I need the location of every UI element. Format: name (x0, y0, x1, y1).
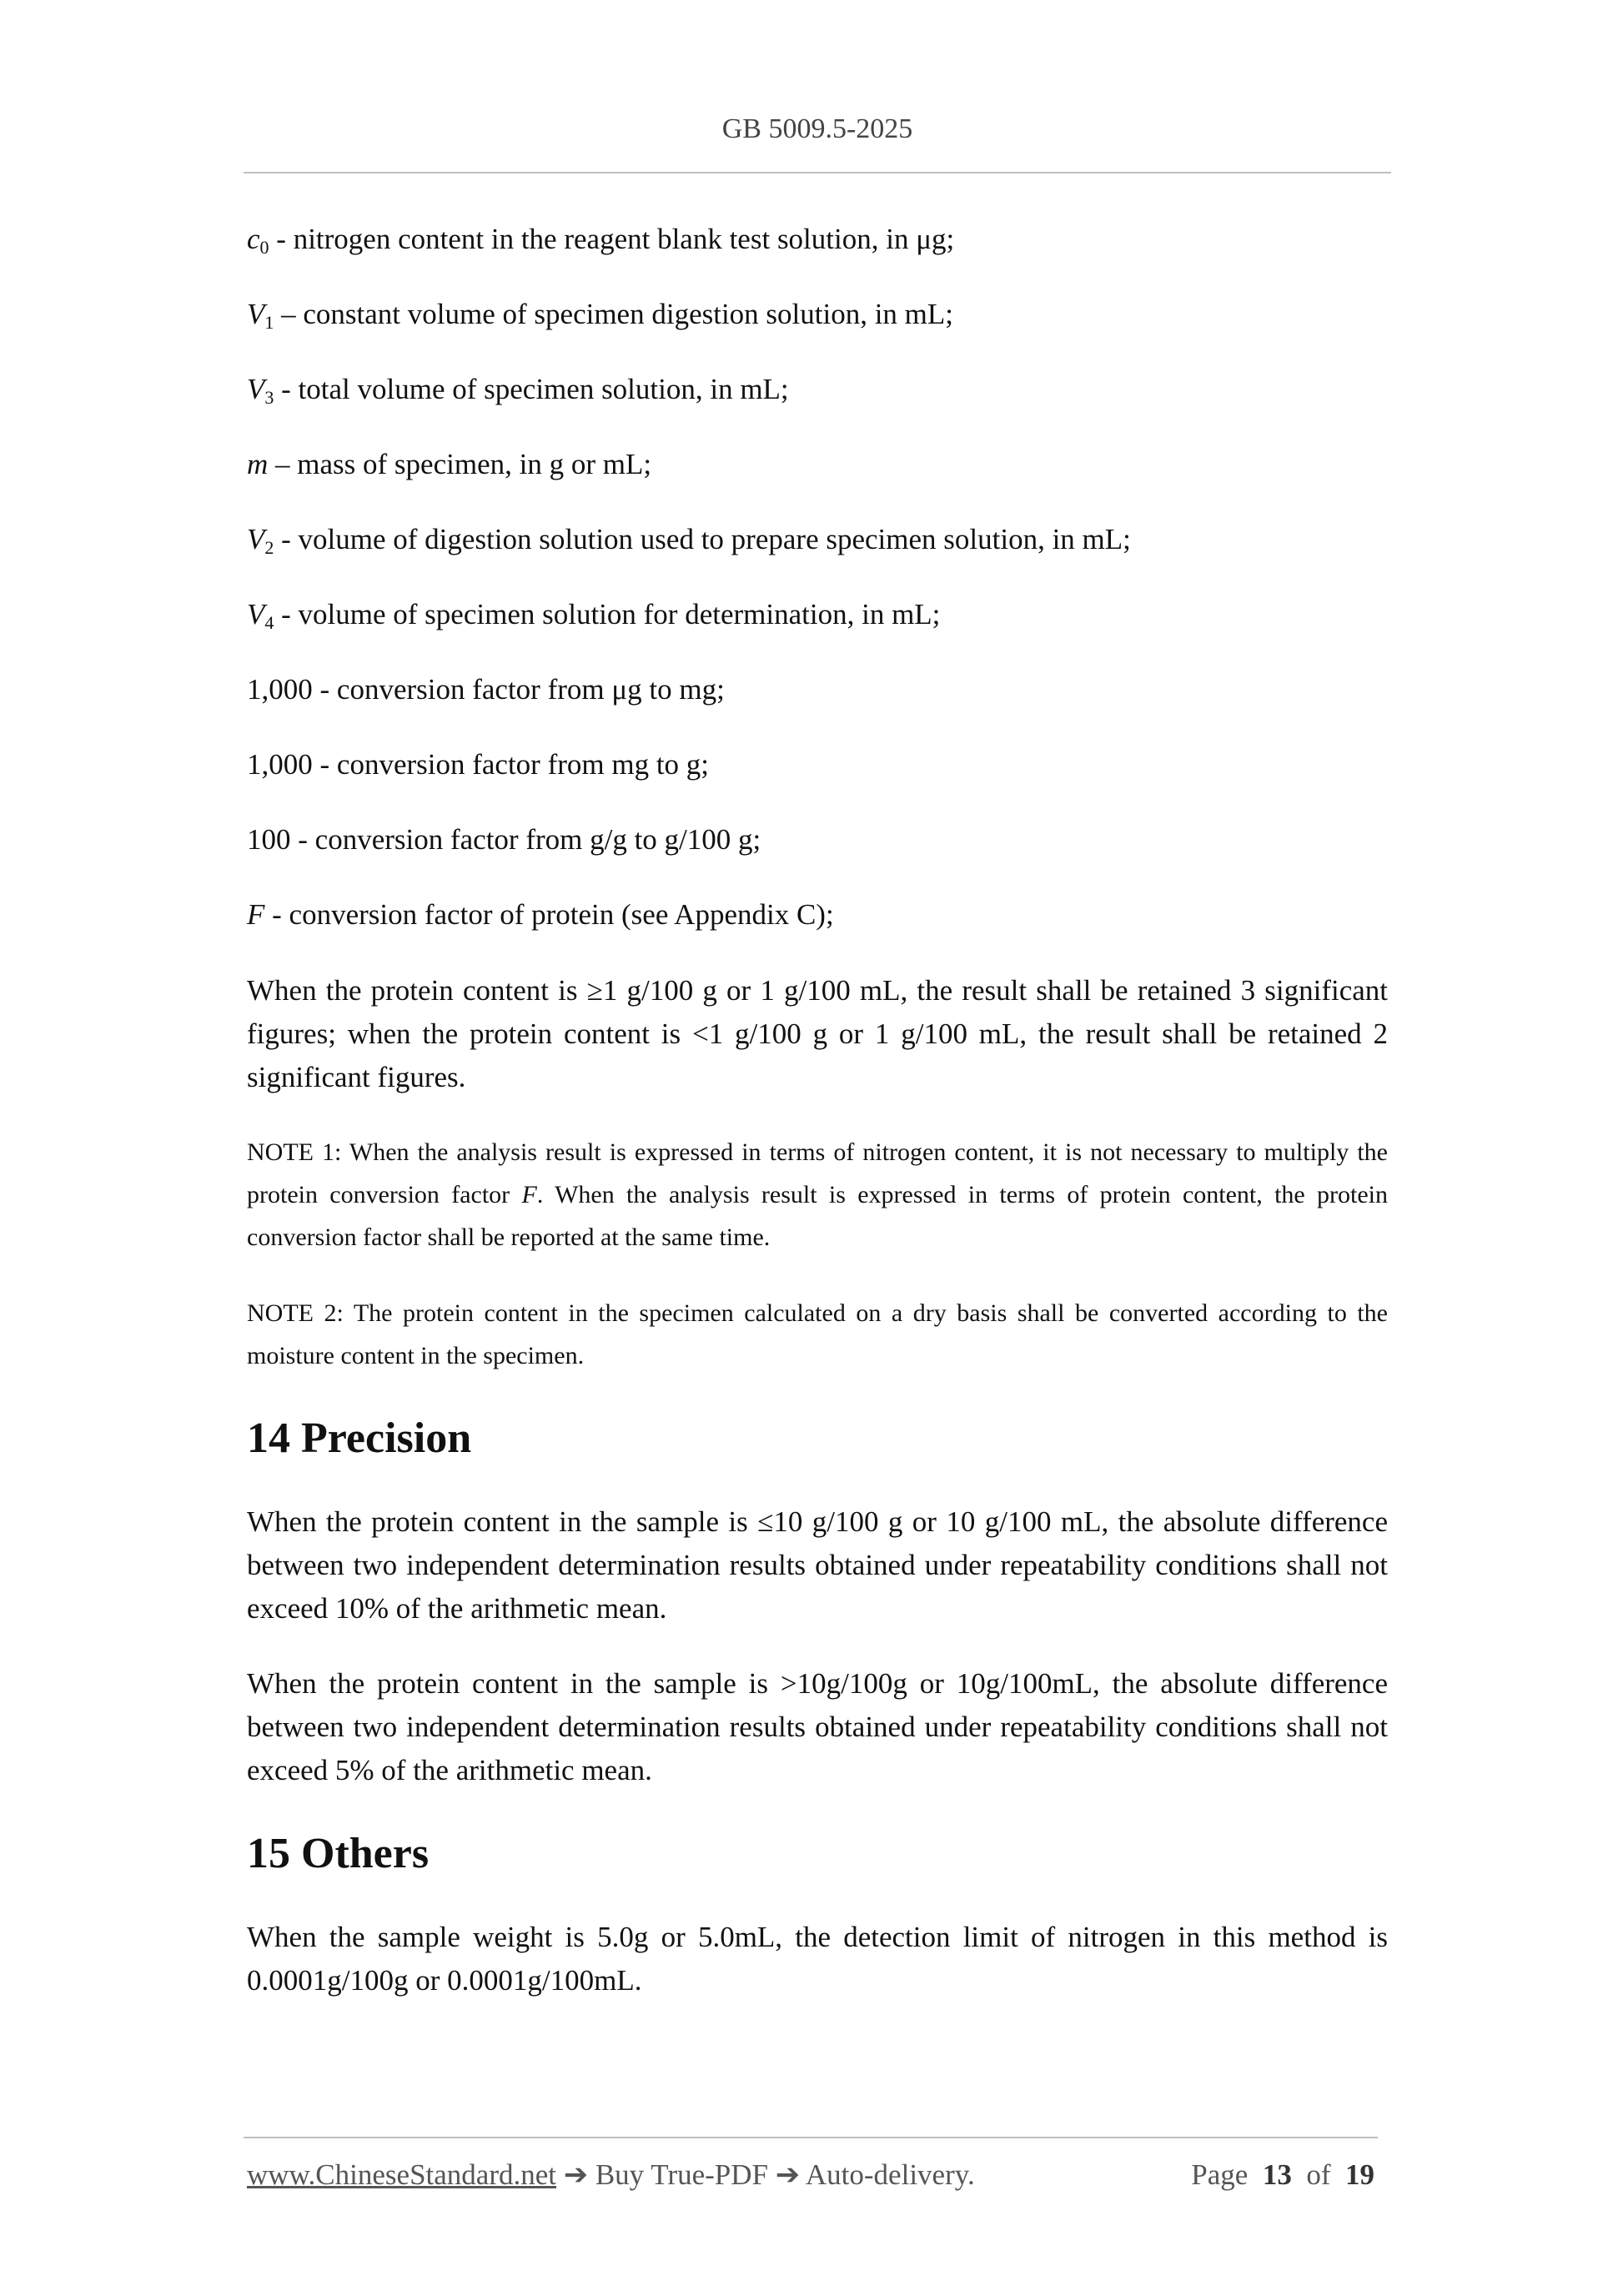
precision-paragraph-2: When the protein content in the sample is >10g/100g or 10g/100mL, the absolute difference between two independent determination results obtained under repeatability conditions shall not exceed 5% of the arithmetic mean. (247, 1667, 1388, 1786)
document-code: GB 5009.5-2025 (721, 113, 913, 144)
page-total: 19 (1345, 2158, 1374, 2191)
precision-paragraph-1: When the protein content in the sample is ≤10 g/100 g or 10 g/100 mL, the absolute difference between two independent determination results obtained under repeatability conditions shall not exceed 10% of the arithmetic mean. (247, 1505, 1388, 1625)
page-word: Page (1191, 2158, 1249, 2191)
footer-divider (244, 2137, 1378, 2138)
definition-m: m – mass of specimen, in g or mL; (247, 448, 652, 480)
definition-factor-mg-g: 1,000 - conversion factor from mg to g; (247, 748, 710, 781)
definition-f: F - conversion factor of protein (see Appendix C); (247, 898, 834, 931)
site-link[interactable]: www.ChineseStandard.net (247, 2158, 556, 2191)
definition-factor-ug-mg: 1,000 - conversion factor from μg to mg; (247, 673, 725, 706)
section-heading-others: 15 Others (247, 1830, 430, 1877)
definition-v1: $V_1$ – constant volume of specimen digestion solution, in mL; (247, 298, 954, 333)
footer-links (247, 2158, 975, 2192)
retention-paragraph: When the protein content is ≥1 g/100 g or 1 g/100 mL, the result shall be retained 3 significant figures; when the protein content is <1 g/100 g or 1 g/100 mL, the result shall be retained 2 significant figures. (247, 974, 1388, 1093)
page-indicator (1191, 2158, 1374, 2192)
page-number: 13 (1262, 2158, 1292, 2191)
definition-c0: $c_0$ - nitrogen content in the reagent blank test solution, in μg; (247, 223, 955, 258)
auto-delivery-text: Auto-delivery. (805, 2158, 975, 2191)
page-header (244, 113, 1391, 173)
definition-factor-g-100g: 100 - conversion factor from g/g to g/100 g; (247, 823, 761, 856)
others-paragraph: When the sample weight is 5.0g or 5.0mL, the detection limit of nitrogen in this method is 0.0001g/100g or 0.0001g/100mL. (247, 1921, 1388, 1997)
definition-v4: $V_4$ - volume of specimen solution for determination, in mL; (247, 598, 941, 633)
symbol-definitions (247, 219, 1388, 936)
buy-pdf-text: Buy True-PDF (595, 2158, 768, 2191)
of-word: of (1306, 2158, 1331, 2191)
definition-v3: $V_3$ - total volume of specimen solution, in mL; (247, 373, 789, 408)
page-content (247, 219, 1388, 2034)
note-2: NOTE 2: The protein content in the specimen calculated on a dry basis shall be converted according to the moisture content in the specimen. (247, 1299, 1388, 1369)
note-1: NOTE 1: When the analysis result is expressed in terms of nitrogen content, it is not necessary to multiply the protein conversion factor F. When the analysis result is expressed in terms of protein content, the protein conversion factor shall be reported at the same time. (247, 1138, 1388, 1251)
definition-v2: $V_2$ - volume of digestion solution used to prepare specimen solution, in mL; (247, 523, 1131, 558)
section-heading-precision: 14 Precision (247, 1414, 472, 1462)
arrow-right-icon: ➔ (775, 2158, 801, 2191)
arrow-right-icon: ➔ (563, 2158, 589, 2191)
